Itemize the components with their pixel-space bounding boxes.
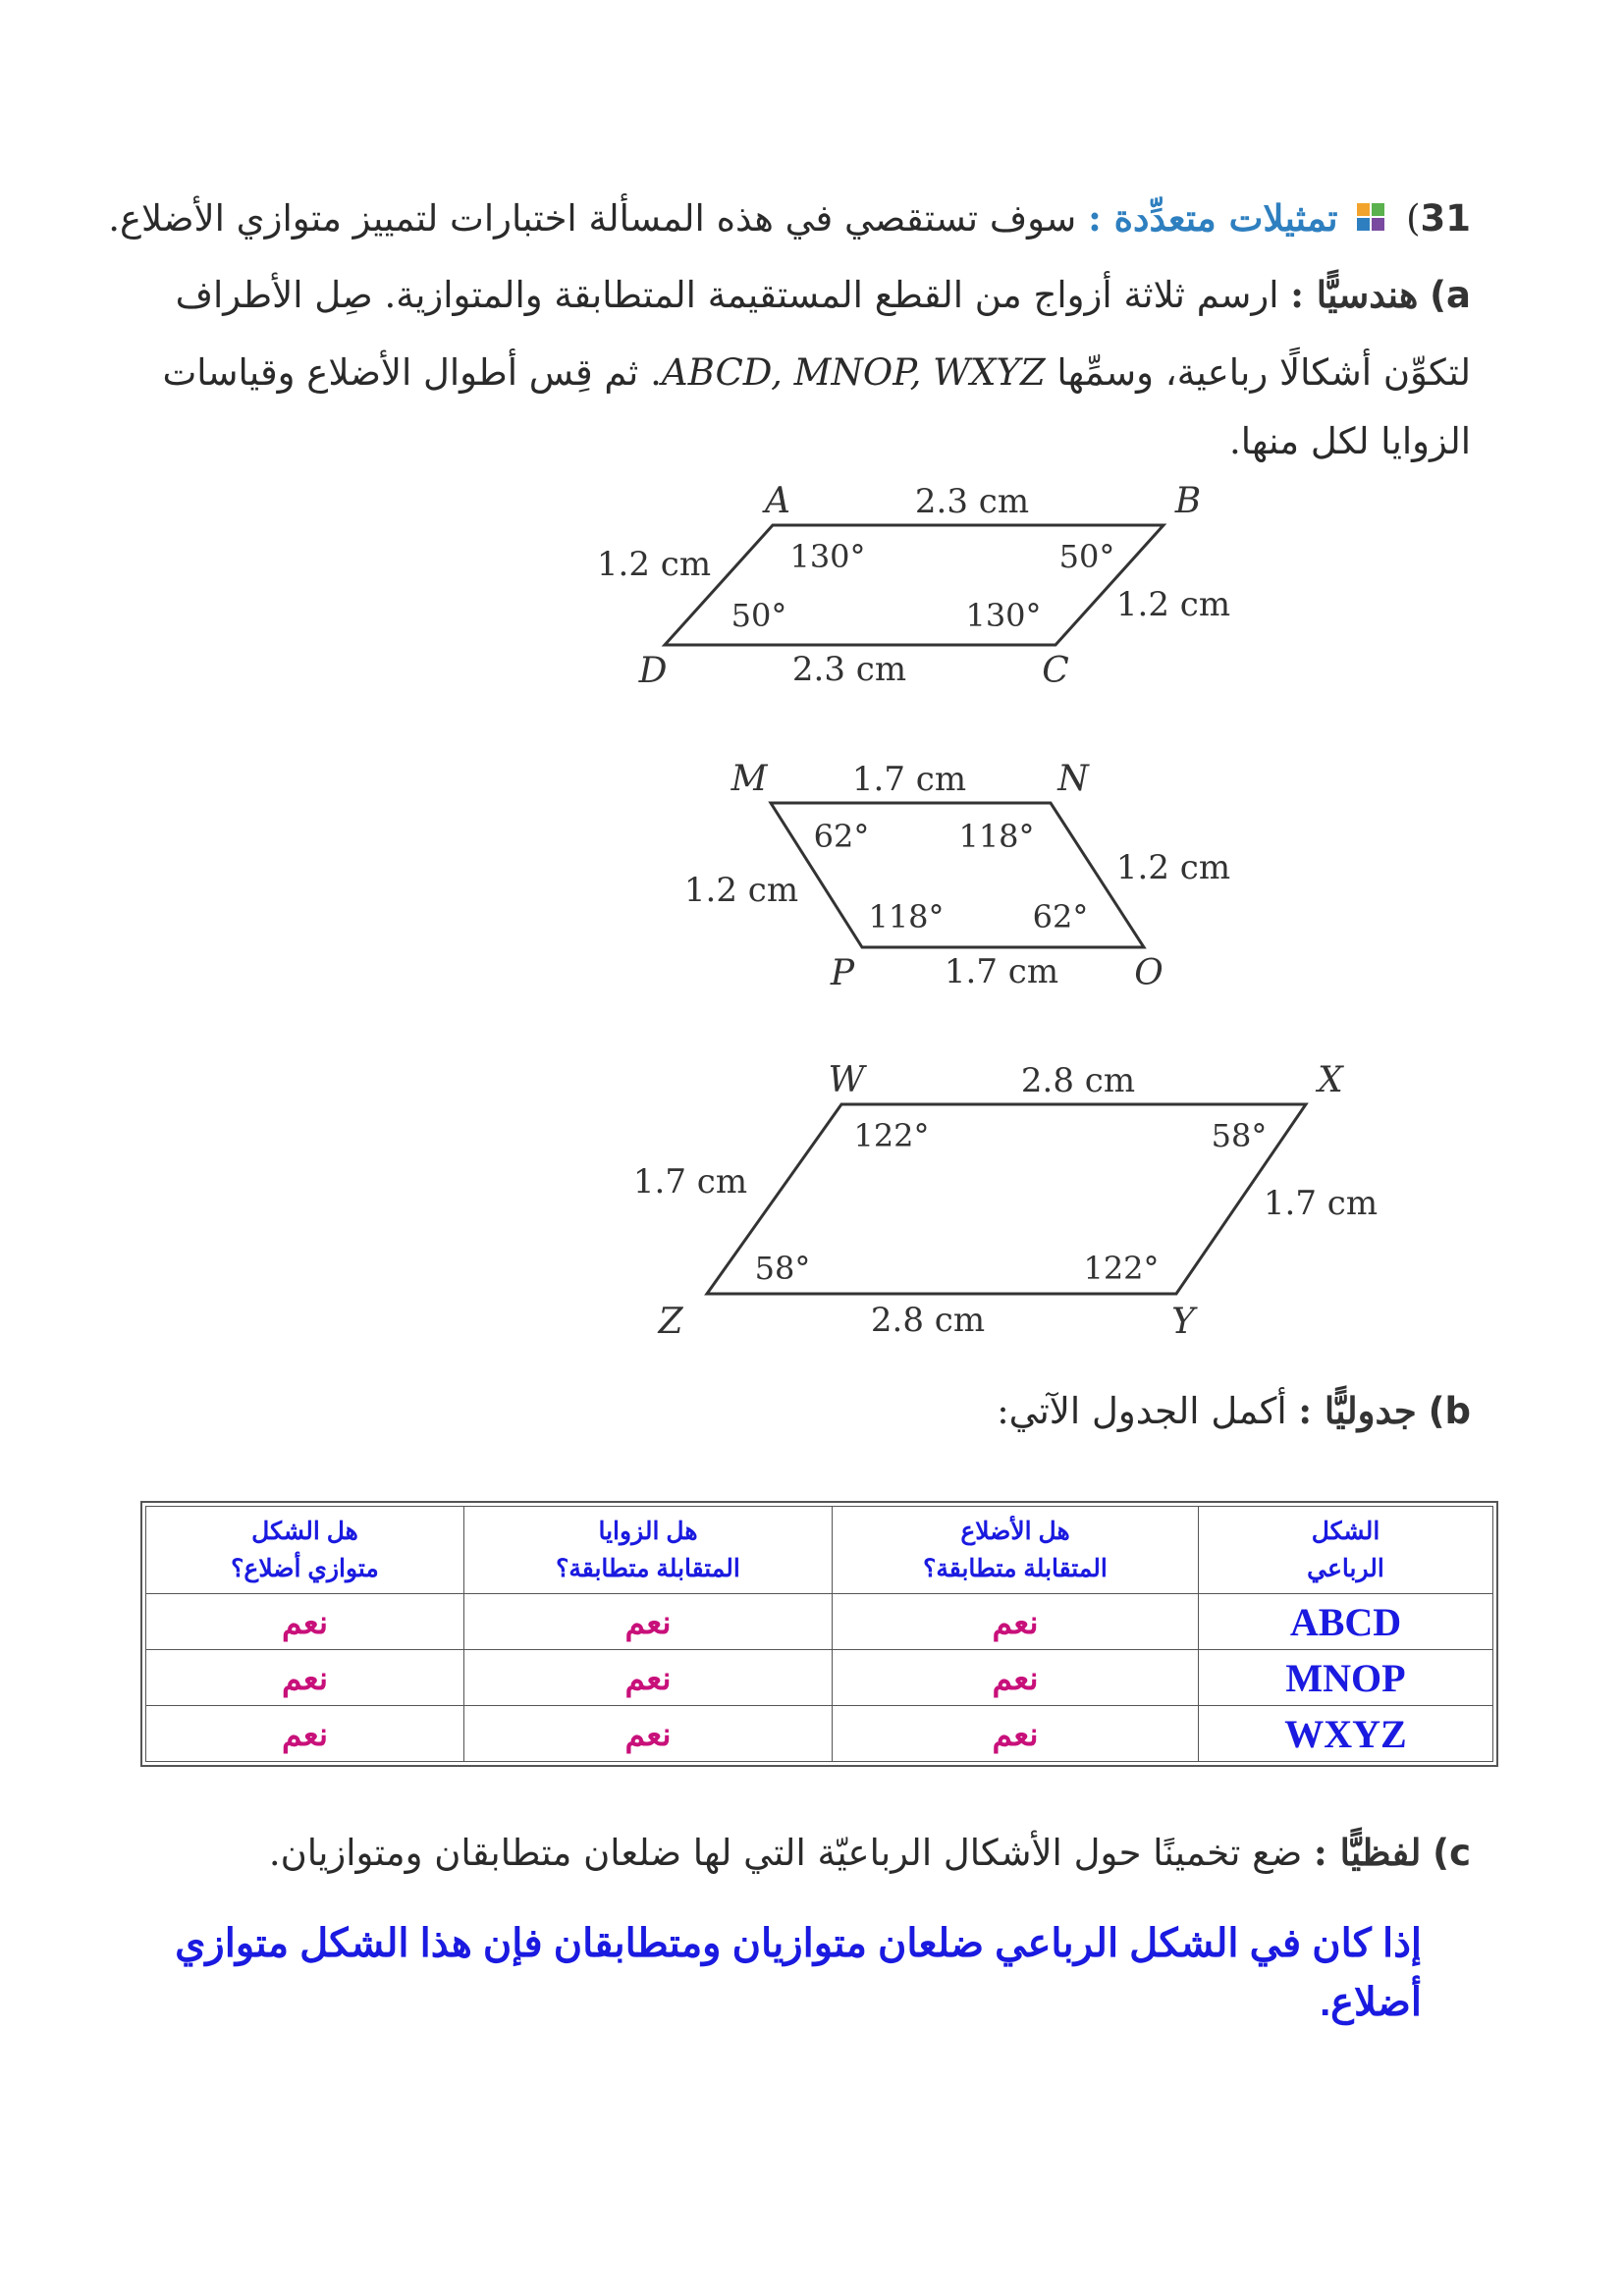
parallelogram-answer-cell: نعم: [146, 1706, 464, 1762]
part-b-label: جدوليًّا :: [1298, 1389, 1417, 1432]
question-intro: سوف تستقصي في هذه المسألة اختبارات لتمييز متوازي الأضلاع.: [108, 197, 1077, 240]
angle-p: 118°: [868, 898, 945, 935]
vertex-d: D: [638, 651, 668, 691]
header-opposite-angles: هل الزوايا المتقابلة متطابقة؟: [464, 1507, 833, 1594]
vertex-a: A: [765, 481, 790, 521]
sides-answer-cell: نعم: [833, 1706, 1199, 1762]
answer-table: [145, 1506, 1493, 1762]
vertex-x: X: [1318, 1060, 1343, 1100]
side-cd-length: 2.3 cm: [791, 650, 907, 689]
angle-w: 122°: [853, 1117, 930, 1154]
side-no-length: 1.2 cm: [1115, 848, 1231, 887]
angle-m: 62°: [813, 818, 870, 855]
question-number: 31: [1420, 197, 1471, 240]
part-c-label: لفظيًّا :: [1314, 1831, 1422, 1874]
vertex-b: B: [1174, 481, 1202, 521]
part-a-text-3: الزوايا لكل منها.: [1228, 420, 1471, 462]
part-a-letter: a: [1446, 274, 1471, 316]
sides-answer-cell: نعم: [833, 1594, 1199, 1650]
question-31-header: 31) تمثيلات متعدِّدة : سوف تستقصي في هذه المسألة اختبارات لتمييز متوازي الأضلاع.: [108, 196, 1471, 240]
angles-answer-cell: نعم: [464, 1650, 833, 1706]
angles-answer-cell: نعم: [464, 1594, 833, 1650]
category-label: تمثيلات متعدِّدة :: [1088, 196, 1338, 240]
part-c-letter: c: [1449, 1832, 1471, 1874]
vertex-n: N: [1057, 759, 1089, 799]
part-a-text-1: ارسم ثلاثة أزواج من القطع المستقيمة المتطابقة والمتوازية. صِل الأطراف: [175, 274, 1279, 316]
figure-abcd: [597, 481, 1230, 691]
parallelogram-answer-cell: نعم: [146, 1650, 464, 1706]
angle-n: 118°: [958, 818, 1035, 855]
angle-b: 50°: [1058, 538, 1115, 575]
part-b-line: b) جدوليًّا : أكمل الجدول الآتي:: [997, 1389, 1471, 1432]
table-header-row: [146, 1507, 1493, 1594]
vertex-w: W: [828, 1060, 865, 1100]
parallelogram-answer-cell: نعم: [146, 1594, 464, 1650]
side-bc-length: 1.2 cm: [1115, 585, 1231, 624]
part-b-letter: b: [1444, 1390, 1471, 1432]
sides-answer-cell: نعم: [833, 1650, 1199, 1706]
shape-cell: MNOP: [1199, 1650, 1493, 1706]
angle-o: 62°: [1032, 898, 1089, 935]
vertex-m: M: [730, 759, 768, 799]
side-op-length: 1.7 cm: [944, 952, 1059, 991]
part-a-text-2-start: لتكوِّن أشكالًا رباعية، وسمِّها: [1045, 351, 1471, 394]
shape-names: ABCD, MNOP, WXYZ: [661, 351, 1046, 394]
angle-a: 130°: [789, 538, 866, 575]
header-shape: الشكل الرباعي: [1199, 1507, 1493, 1594]
vertex-z: Z: [658, 1302, 683, 1342]
angle-y: 122°: [1083, 1250, 1160, 1287]
side-mn-length: 1.7 cm: [851, 760, 967, 799]
side-yz-length: 2.8 cm: [870, 1301, 986, 1340]
part-c-text: ضع تخمينًا حول الأشكال الرباعيّة التي لها ضلعان متطابقان ومتوازيان.: [268, 1832, 1303, 1874]
angle-z: 58°: [754, 1250, 811, 1287]
part-c-answer: إذا كان في الشكل الرباعي ضلعان متوازيان ومتطابقان فإن هذا الشكل متوازي أضلاع.: [175, 1922, 1422, 2024]
part-b-text: أكمل الجدول الآتي:: [997, 1390, 1287, 1432]
figure-mnop: [684, 759, 1230, 993]
shape-cell: ABCD: [1199, 1594, 1493, 1650]
part-a-line-1: a) هندسيًّا : ارسم ثلاثة أزواج من القطع المستقيمة المتطابقة والمتوازية. صِل الأطراف: [175, 273, 1471, 316]
vertex-y: Y: [1171, 1302, 1195, 1342]
angle-x: 58°: [1211, 1117, 1268, 1154]
side-ab-length: 2.3 cm: [914, 482, 1030, 521]
side-xy-length: 1.7 cm: [1263, 1184, 1379, 1223]
part-c-line: c) لفظيًّا : ضع تخمينًا حول الأشكال الرباعيّة التي لها ضلعان متطابقان ومتوازيان.: [268, 1831, 1471, 1874]
part-a-label: هندسيًّا :: [1290, 273, 1419, 316]
angle-c: 130°: [965, 597, 1042, 634]
table-row: [146, 1706, 1493, 1762]
shape-cell: WXYZ: [1199, 1706, 1493, 1762]
part-a-text-2-end: . ثم قِس أطوال الأضلاع وقياسات: [162, 351, 662, 394]
header-opposite-sides: هل الأضلاع المتقابلة متطابقة؟: [833, 1507, 1199, 1594]
header-is-parallelogram: هل الشكل متوازي أضلاع؟: [146, 1507, 464, 1594]
vertex-o: O: [1134, 953, 1163, 993]
side-pm-length: 1.2 cm: [683, 871, 799, 910]
vertex-c: C: [1042, 651, 1069, 691]
side-da-length: 1.2 cm: [596, 545, 712, 584]
angle-d: 50°: [730, 597, 787, 634]
figure-wxyz: [633, 1060, 1378, 1342]
side-wx-length: 2.8 cm: [1020, 1061, 1136, 1100]
table-row: [146, 1650, 1493, 1706]
angles-answer-cell: نعم: [464, 1706, 833, 1762]
vertex-p: P: [830, 953, 855, 993]
side-zw-length: 1.7 cm: [632, 1162, 748, 1201]
table-row: [146, 1594, 1493, 1650]
